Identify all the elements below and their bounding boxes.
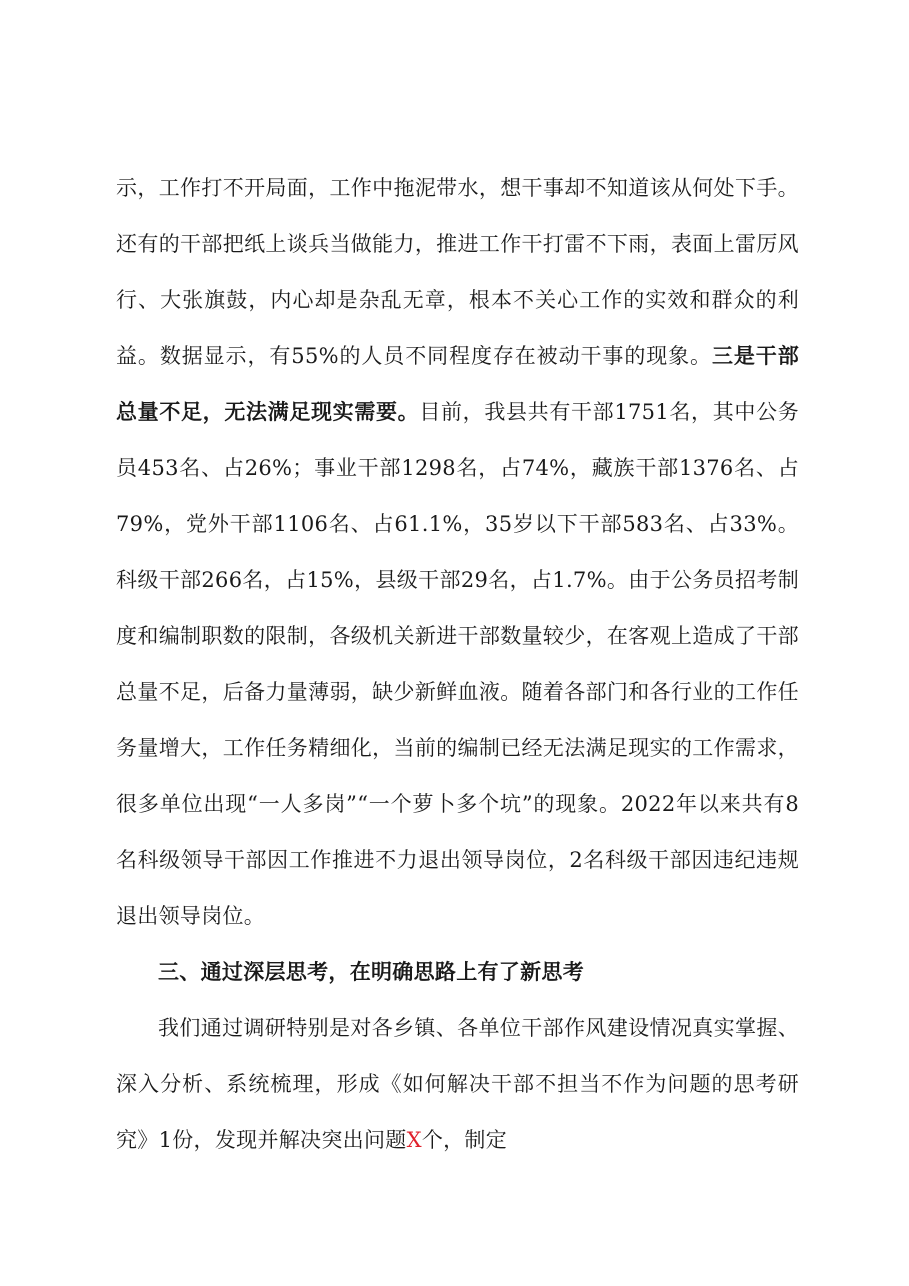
section-heading: 三、通过深层思考，在明确思路上有了新思考 — [158, 960, 584, 984]
placeholder-marker: X — [406, 1128, 422, 1152]
bold-subheading: 三是干部总量不足，无法满足现实需要。 — [116, 343, 800, 424]
paragraph-continuation — [116, 160, 799, 944]
paragraph-text: 个，制定 — [421, 1128, 508, 1152]
paragraph-text: 我们通过调研特别是对各乡镇、各单位干部作风建设情况真实掌握、深入分析、系统梳理，形成《如何解决干部不担当不作为问题的思考研究》1份，发现并解决突出问题 — [116, 1016, 799, 1152]
paragraph — [116, 1000, 799, 1168]
document-body — [116, 160, 799, 1168]
paragraph-text: 目前，我县共有干部1751名，其中公务员453名、占26%；事业干部1298名，占74%，藏族干部1376名、占79%，党外干部1106名、占61.1%，35岁以下干部583名、占33%。科级干部266名，占15%，县级干部29名，占1.7%。由于公务员招考制度和编制职数的限制，各级机关新进干部数量较少，在客观上造成了干部总量不足，后备力量薄弱，缺少新鲜血液。随着各部门和各行业的工作任务量增大，工作任务精细化，当前的编制已经无法满足现实的工作需求，很多单位出现“一人多岗”“一个萝卜多个坑”的现象。2022年以来共有8名科级领导干部因工作推进不力退出领导岗位，2名科级干部因违纪违规退出领导岗位。 — [116, 400, 799, 928]
paragraph-text: 示，工作打不开局面，工作中拖泥带水，想干事却不知道该从何处下手。还有的干部把纸上谈兵当做能力，推进工作干打雷不下雨，表面上雷厉风行、大张旗鼓，内心却是杂乱无章，根本不关心工作的实效和群众的利益。数据显示，有55%的人员不同程度存在被动干事的现象。 — [116, 176, 799, 368]
